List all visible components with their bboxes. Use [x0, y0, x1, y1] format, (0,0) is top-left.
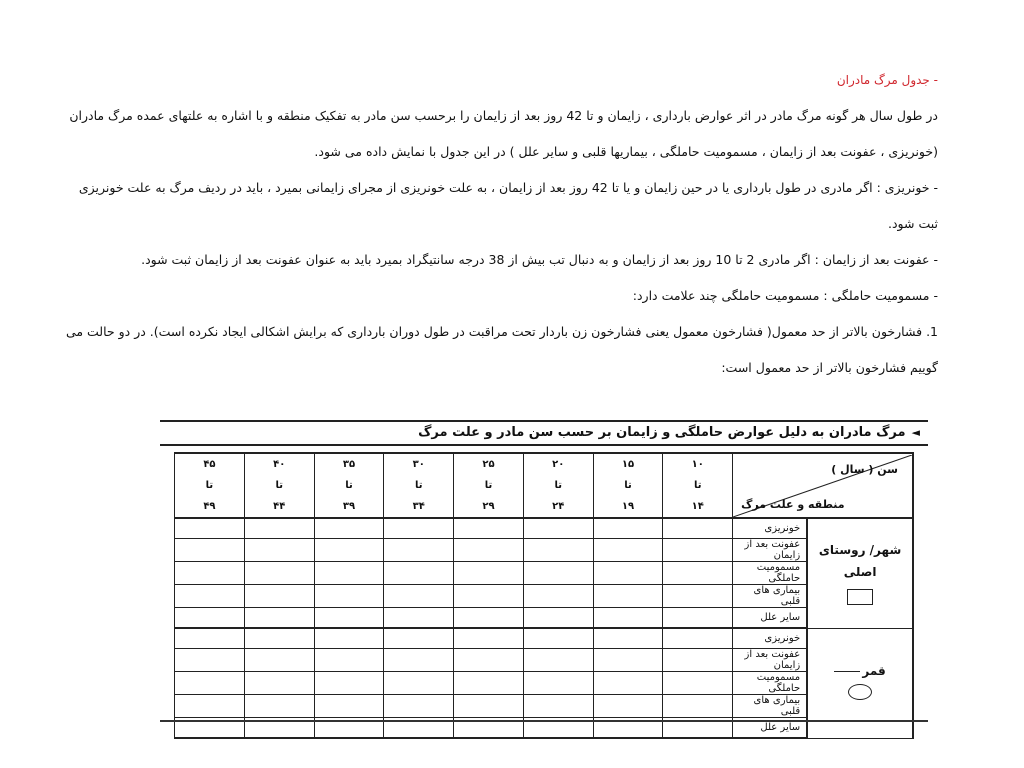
age-to: ۱۹ — [621, 501, 635, 512]
age-to: ۴۹ — [203, 501, 216, 512]
paragraph-toxemia: - مسمومیت حاملگی : مسمومیت حاملگی چند علامت دارد: — [632, 288, 938, 303]
data-cell — [175, 695, 245, 718]
table-row — [175, 695, 914, 718]
data-cell — [314, 695, 384, 718]
data-cell — [523, 608, 593, 629]
age-from: ۴۰ — [273, 459, 286, 470]
data-cell — [244, 608, 314, 629]
data-cell — [593, 608, 663, 629]
age-to: ۲۹ — [482, 501, 495, 512]
age-to: ۳۹ — [342, 501, 356, 512]
checkbox-square — [847, 589, 873, 605]
data-cell — [523, 562, 593, 585]
data-cell — [175, 672, 245, 695]
data-cell — [454, 649, 524, 672]
age-group-cell — [244, 453, 314, 518]
data-cell — [244, 518, 314, 539]
age-group-cell — [523, 453, 593, 518]
scan-bottom-border — [160, 720, 928, 722]
age-to: ۱۴ — [691, 501, 704, 512]
table-row — [175, 539, 914, 562]
cause-label: سایر علل — [733, 718, 808, 739]
age-group-cell — [175, 453, 245, 518]
cause-label: عفونت بعد از زایمان — [733, 649, 808, 672]
data-cell — [593, 649, 663, 672]
data-cell — [663, 562, 733, 585]
data-cell — [384, 585, 454, 608]
data-cell — [454, 562, 524, 585]
data-cell — [175, 608, 245, 629]
data-cell — [384, 518, 454, 539]
data-cell — [175, 562, 245, 585]
title-marker-icon: ◄ — [911, 426, 920, 439]
table-row — [175, 649, 914, 672]
data-cell — [175, 518, 245, 539]
data-cell — [663, 539, 733, 562]
cause-label: مسمومیت حاملگی — [733, 672, 808, 695]
data-cell — [454, 608, 524, 629]
age-from: ۱۵ — [621, 459, 635, 470]
document-text — [62, 70, 938, 386]
data-cell — [523, 518, 593, 539]
age-to: ۳۴ — [412, 501, 425, 512]
age-sep: تا — [205, 480, 214, 491]
table-row — [175, 608, 914, 629]
age-from: ۳۵ — [342, 459, 356, 470]
data-cell — [314, 562, 384, 585]
paragraph-intro: در طول سال هر گونه مرگ مادر در اثر عوارض بارداری ، زایمان و تا 42 روز بعد از زایمان را برحسب سن مادر به تفکیک منطقه و با اشاره به علتهای عمده مرگ مادران (خونریزی ، عفونت بعد از زایمان ، مسمومیت حاملگی ، بیماریها قلبی و سایر علل ) در این جدول با نمایش داده می شود. — [69, 108, 938, 159]
form-title — [160, 420, 928, 446]
data-cell — [384, 695, 454, 718]
age-sep: تا — [414, 480, 423, 491]
data-cell — [244, 649, 314, 672]
region-label: قمر — [862, 663, 886, 678]
data-cell — [384, 628, 454, 649]
age-group-cell — [593, 453, 663, 518]
data-cell — [314, 518, 384, 539]
mortality-grid — [174, 452, 914, 739]
data-cell — [454, 628, 524, 649]
paragraph-hemorrhage: - خونریزی : اگر مادری در طول بارداری یا در حین زایمان و یا تا 42 روز بعد از زایمان ، به علت خونریزی از مجرای زایمانی بمیرد ، باید در ردیف مرگ به علت خونریزی ثبت شود. — [78, 180, 938, 231]
data-cell — [244, 628, 314, 649]
data-cell — [175, 585, 245, 608]
cause-label: مسمومیت حاملگی — [733, 562, 808, 585]
data-cell — [384, 649, 454, 672]
header-corner-cell — [733, 453, 913, 518]
data-cell — [314, 628, 384, 649]
age-from: ۳۰ — [412, 459, 425, 470]
header-row — [175, 453, 914, 518]
paragraph-infection: - عفونت بعد از زایمان : اگر مادری 2 تا 10 روز بعد از زایمان و به دنبال تب بیش از 38 درجه سانتیگراد بمیرد باید به عنوان عفونت بعد از زایمان ثبت شود. — [141, 252, 938, 267]
cause-label: خونریزی — [733, 628, 808, 649]
data-cell — [314, 539, 384, 562]
data-cell — [663, 608, 733, 629]
data-cell — [663, 518, 733, 539]
data-cell — [523, 539, 593, 562]
age-from: ۲۰ — [552, 459, 565, 470]
data-cell — [523, 695, 593, 718]
form-title-text: مرگ مادران به دلیل عوارض حاملگی و زایمان بر حسب سن مادر و علت مرگ — [418, 425, 906, 440]
age-group-cell — [663, 453, 733, 518]
cause-label: بیماری های قلبی — [733, 695, 808, 718]
data-cell — [523, 585, 593, 608]
age-from: ۴۵ — [203, 459, 216, 470]
data-cell — [593, 585, 663, 608]
age-from: ۲۵ — [482, 459, 495, 470]
age-sep: تا — [345, 480, 353, 491]
cause-label: بیماری های قلبی — [733, 585, 808, 608]
data-cell — [593, 672, 663, 695]
data-cell — [384, 672, 454, 695]
header-age-label: سن ( سال ) — [831, 462, 898, 476]
data-cell — [454, 539, 524, 562]
region-label: شهر/ روستای اصلی — [818, 542, 902, 579]
age-sep: تا — [693, 480, 702, 491]
data-cell — [663, 672, 733, 695]
data-cell — [593, 695, 663, 718]
age-sep: تا — [275, 480, 283, 491]
data-cell — [663, 695, 733, 718]
data-cell — [175, 649, 245, 672]
data-cell — [454, 585, 524, 608]
data-cell — [175, 628, 245, 649]
paragraph-blood-pressure: 1. فشارخون بالاتر از حد معمول( فشارخون معمول یعنی فشارخون زن باردار تحت مراقبت در طول دوران بارداری که برایش اشکالی ایجاد نکرده است). در دو حالت می گوییم فشارخون بالاتر از حد معمول است: — [65, 324, 938, 375]
cause-label: سایر علل — [733, 608, 808, 629]
data-cell — [593, 628, 663, 649]
age-group-cell — [384, 453, 454, 518]
cause-label: عفونت بعد از زایمان — [733, 539, 808, 562]
region-cell-main — [807, 518, 913, 628]
age-from: ۱۰ — [691, 459, 704, 470]
checkbox-circle — [848, 684, 872, 700]
data-cell — [593, 539, 663, 562]
table-row — [175, 518, 914, 539]
data-cell — [454, 518, 524, 539]
age-group-cell — [454, 453, 524, 518]
table-row — [175, 628, 914, 649]
data-cell — [663, 628, 733, 649]
cause-label: خونریزی — [733, 518, 808, 539]
data-cell — [244, 562, 314, 585]
table-row — [175, 672, 914, 695]
data-cell — [384, 608, 454, 629]
data-cell — [593, 562, 663, 585]
data-cell — [244, 672, 314, 695]
data-cell — [244, 695, 314, 718]
data-cell — [314, 649, 384, 672]
data-cell — [523, 672, 593, 695]
data-cell — [384, 539, 454, 562]
data-cell — [244, 539, 314, 562]
data-cell — [454, 695, 524, 718]
age-sep: تا — [484, 480, 493, 491]
blank-line — [834, 671, 860, 672]
age-sep: تا — [554, 480, 562, 491]
data-cell — [454, 672, 524, 695]
data-cell — [314, 608, 384, 629]
data-cell — [663, 585, 733, 608]
age-to: ۲۴ — [552, 501, 565, 512]
age-sep: تا — [624, 480, 632, 491]
data-cell — [314, 672, 384, 695]
table-row — [175, 562, 914, 585]
data-cell — [175, 539, 245, 562]
data-cell — [523, 649, 593, 672]
data-cell — [523, 628, 593, 649]
data-cell — [314, 585, 384, 608]
scanned-form-table — [160, 418, 928, 733]
age-to: ۴۴ — [273, 501, 286, 512]
data-cell — [663, 649, 733, 672]
section-heading: - جدول مرگ مادران — [836, 73, 938, 87]
data-cell — [384, 562, 454, 585]
data-cell — [244, 585, 314, 608]
data-cell — [593, 518, 663, 539]
header-area-label: منطقه و علت مرگ — [741, 497, 845, 511]
age-group-cell — [314, 453, 384, 518]
table-row — [175, 585, 914, 608]
